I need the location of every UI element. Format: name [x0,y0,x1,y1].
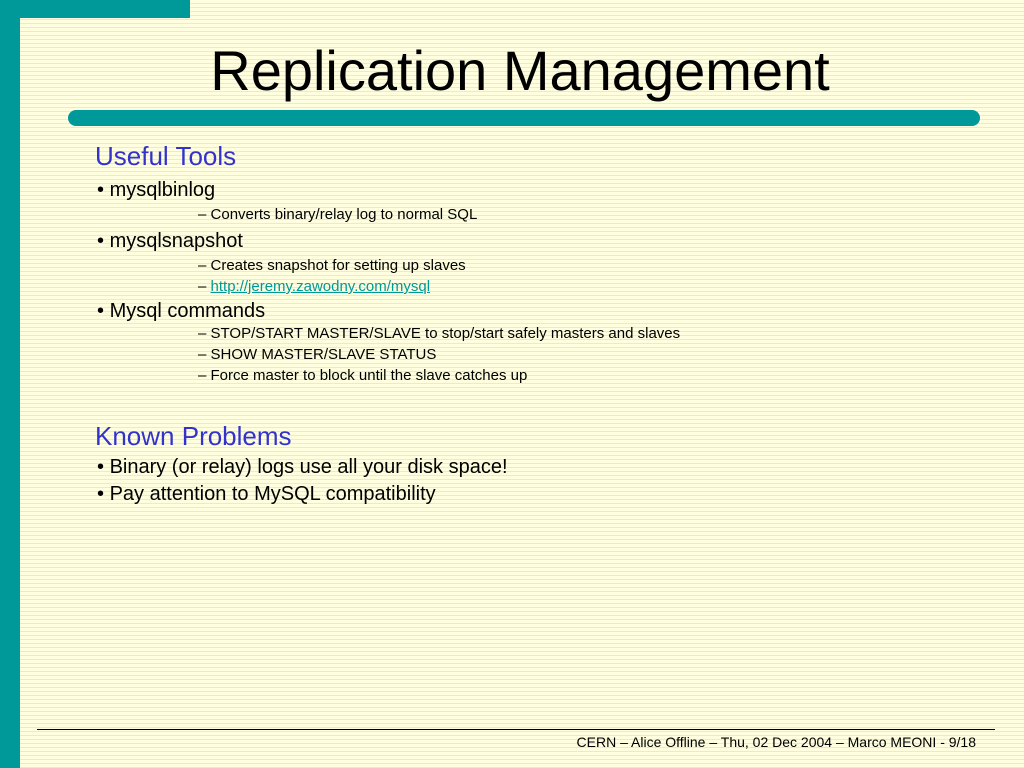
bullet-text: Mysql commands [109,300,266,322]
footer-divider [37,729,995,730]
sub-bullet-text: SHOW MASTER/SLAVE STATUS [210,346,437,363]
sub-bullet: – STOP/START MASTER/SLAVE to stop/start safely masters and slaves [198,325,681,342]
sub-bullet-text: STOP/START MASTER/SLAVE to stop/start safely masters and slaves [210,325,681,342]
sub-bullet-text: Force master to block until the slave catches up [210,367,528,384]
sub-bullet-text: Converts binary/relay log to normal SQL [210,206,478,223]
bullet-mysqlbinlog: • mysqlbinlog [97,179,216,201]
section-heading-known-problems: Known Problems [95,421,292,451]
bullet-text: mysqlsnapshot [109,230,243,252]
bullet-mysql-commands: • Mysql commands [97,300,266,322]
footer-text: CERN – Alice Offline – Thu, 02 Dec 2004 – Marco MEONI - 9/18 [576,734,976,750]
sub-bullet: – Force master to block until the slave catches up [198,367,528,384]
bullet-text: Pay attention to MySQL compatibility [109,483,436,505]
sub-bullet: – Converts binary/relay log to normal SQL [198,206,478,223]
zawodny-link[interactable]: http://jeremy.zawodny.com/mysql [210,278,431,295]
slide-title: Replication Management [210,39,830,102]
section-heading-useful-tools: Useful Tools [95,141,237,171]
bullet-compatibility: • Pay attention to MySQL compatibility [97,483,436,505]
sub-bullet-link-row: – http://jeremy.zawodny.com/mysql [198,278,431,295]
bullet-disk-space: • Binary (or relay) logs use all your disk space! [97,456,508,478]
bullet-mysqlsnapshot: • mysqlsnapshot [97,230,243,252]
sub-bullet-text: Creates snapshot for setting up slaves [210,257,466,274]
sub-bullet: – SHOW MASTER/SLAVE STATUS [198,346,437,363]
bullet-text: mysqlbinlog [109,179,216,201]
sub-bullet: – Creates snapshot for setting up slaves [198,257,466,274]
bullet-text: Binary (or relay) logs use all your disk space! [109,456,508,478]
